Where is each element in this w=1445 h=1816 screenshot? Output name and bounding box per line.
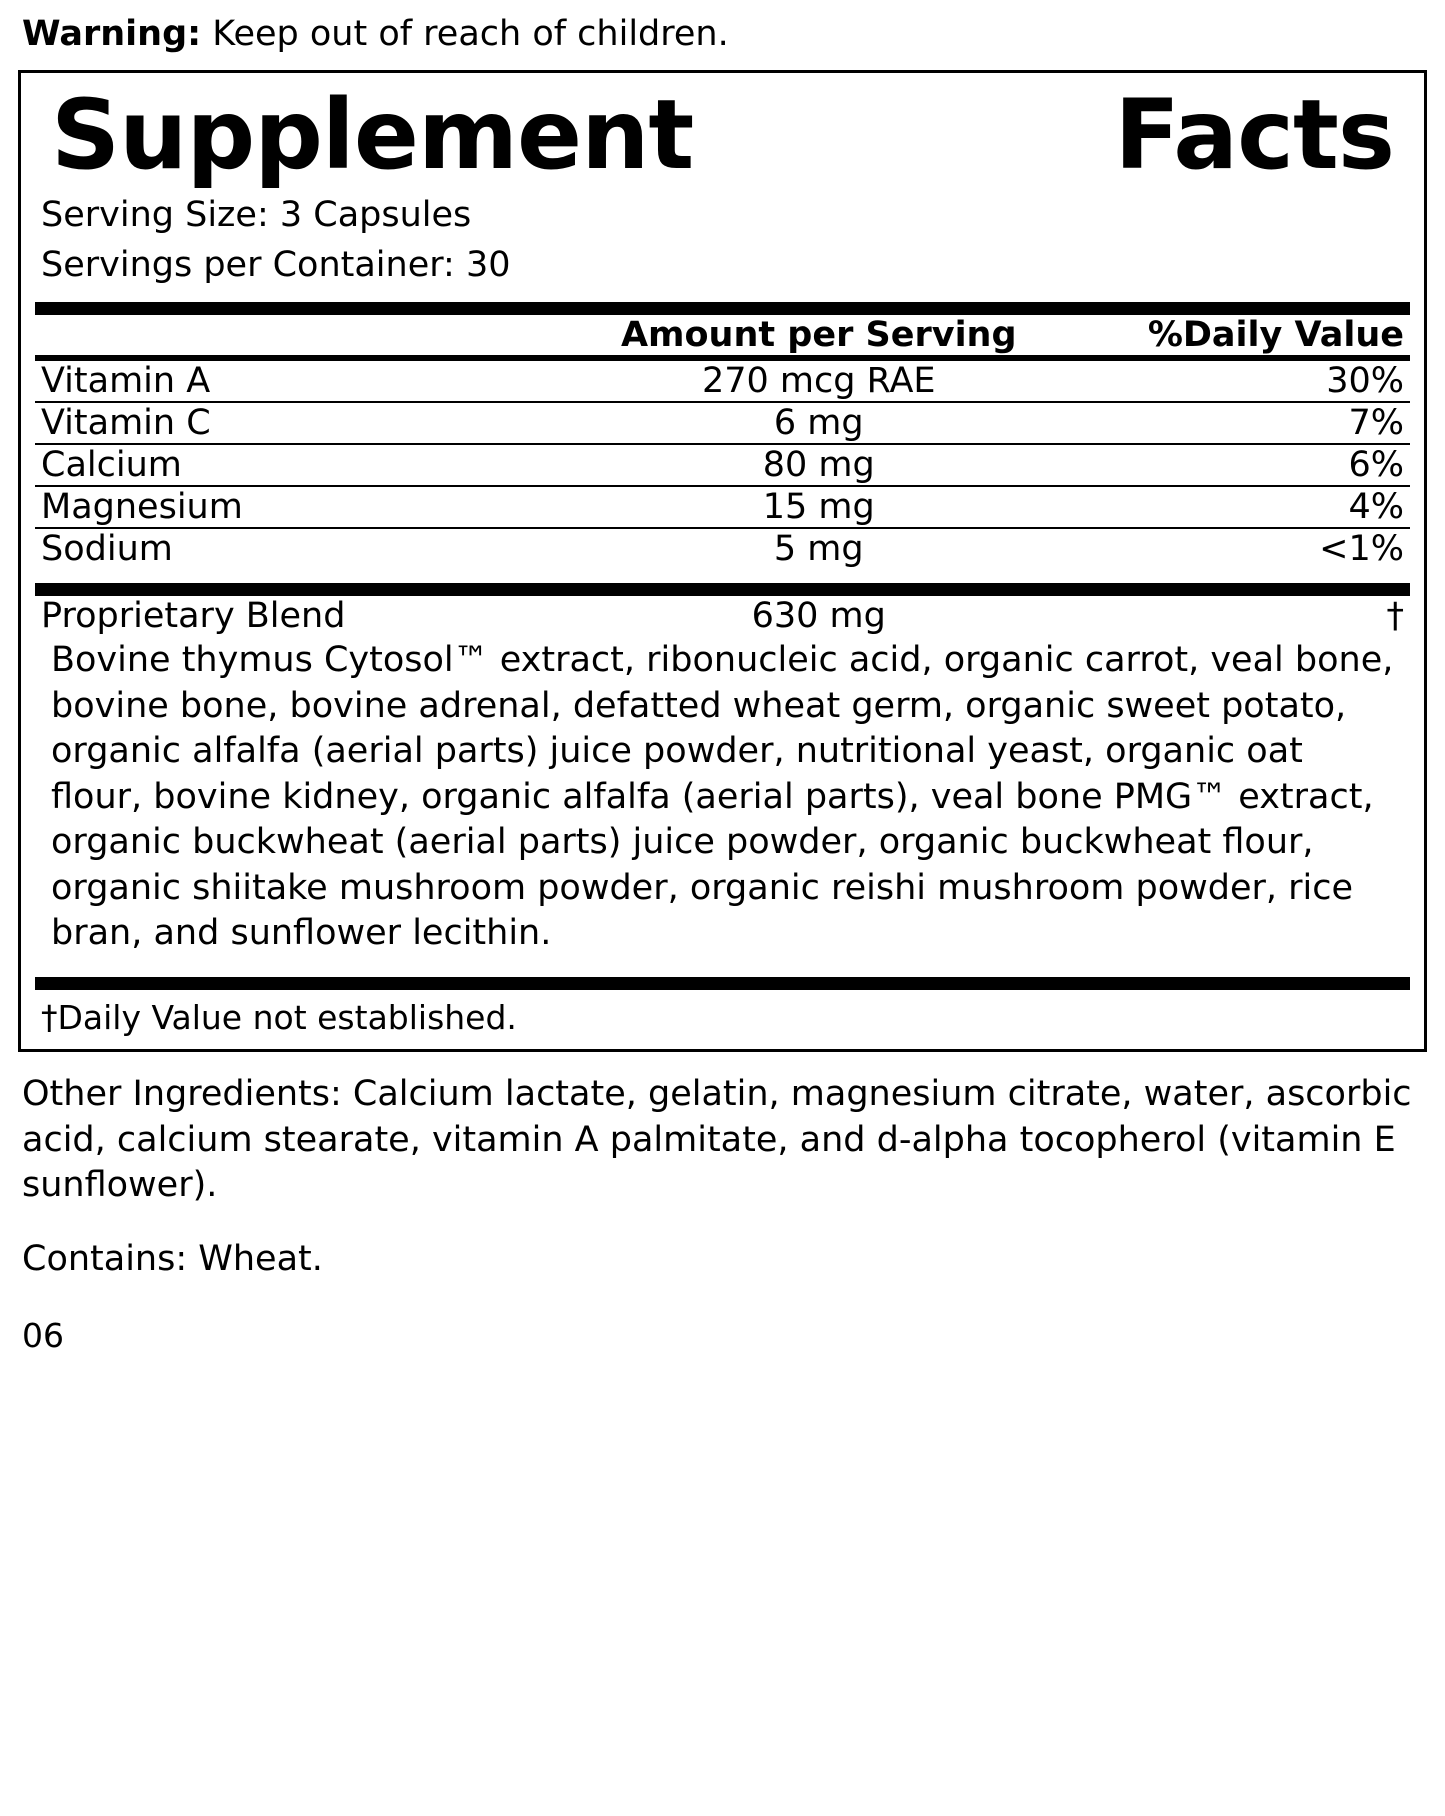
nutrient-dv: 6% (1348, 445, 1404, 486)
blend-name: Proprietary Blend (41, 596, 346, 637)
panel-title (35, 73, 1410, 192)
header-daily-value: %Daily Value (1147, 315, 1404, 356)
table-row (35, 529, 1410, 569)
table-row (35, 487, 1410, 527)
nutrient-name: Vitamin A (41, 361, 211, 402)
serving-size: Serving Size: 3 Capsules (41, 195, 472, 236)
warning-label: Warning: (22, 14, 202, 54)
warning-text: Keep out of reach of children. (201, 14, 729, 54)
contains-statement: Contains: Wheat. (22, 1238, 323, 1279)
blend-amount: 630 mg (751, 596, 886, 637)
table-header-row (35, 315, 1410, 355)
nutrient-dv: 30% (1326, 361, 1404, 402)
nutrient-amount: 270 mcg RAE (701, 361, 936, 402)
nutrition-table (35, 315, 1410, 355)
divider-thick-bottom (35, 977, 1410, 990)
nutrient-name: Sodium (41, 529, 173, 570)
nutrient-dv: <1% (1319, 529, 1404, 570)
supplement-facts-box (18, 70, 1427, 1052)
servings-per-container: Servings per Container: 30 (41, 244, 511, 285)
nutrient-amount: 80 mg (762, 445, 875, 486)
blend-dv: † (1386, 596, 1404, 637)
divider-thick-top (35, 302, 1410, 315)
nutrient-amount: 15 mg (762, 487, 875, 528)
nutrient-name: Calcium (41, 445, 182, 486)
nutrient-amount: 5 mg (773, 529, 864, 570)
daily-value-footnote: †Daily Value not established. (41, 997, 517, 1037)
panel-title-supplement: Supplement (51, 79, 694, 192)
nutrient-name: Magnesium (41, 487, 243, 528)
nutrient-dv: 4% (1348, 487, 1404, 528)
nutrient-name: Vitamin C (41, 403, 211, 444)
nutrient-amount: 6 mg (773, 403, 864, 444)
other-ingredients: Other Ingredients: Calcium lactate, gelatin, magnesium citrate, water, ascorbic acid, calcium stearate, vitamin A palmitate, and d-alpha tocopherol (vitamin E sunflower). (22, 1074, 1412, 1206)
panel-title-facts: Facts (1114, 79, 1394, 192)
nutrient-rows (35, 361, 1410, 569)
table-row (35, 403, 1410, 443)
table-row-blend (35, 596, 1410, 636)
blend-ingredients: Bovine thymus Cytosol™ extract, ribonucleic acid, organic carrot, veal bone, bovine bone, bovine adrenal, defatted wheat germ, organic sweet potato, organic alfalfa (aerial parts) juice powder, nutritional yeast, organic oat flour, bovine kidney, organic alfalfa (aerial parts), veal bone PMG™ extract, organic buckwheat (aerial parts) juice powder, organic buckwheat flour, organic shiitake mushroom powder, organic reishi mushroom powder, rice bran, and sunflower lecithin. (51, 640, 1394, 954)
nutrient-dv: 7% (1348, 403, 1404, 444)
divider-thick-blend (35, 583, 1410, 596)
header-amount-per-serving: Amount per Serving (620, 315, 1017, 356)
warning-line (18, 0, 1427, 70)
table-row (35, 445, 1410, 485)
blend-table (35, 596, 1410, 636)
header-nutrient (35, 315, 544, 355)
revision-code: 06 (22, 1316, 64, 1356)
table-row (35, 361, 1410, 401)
